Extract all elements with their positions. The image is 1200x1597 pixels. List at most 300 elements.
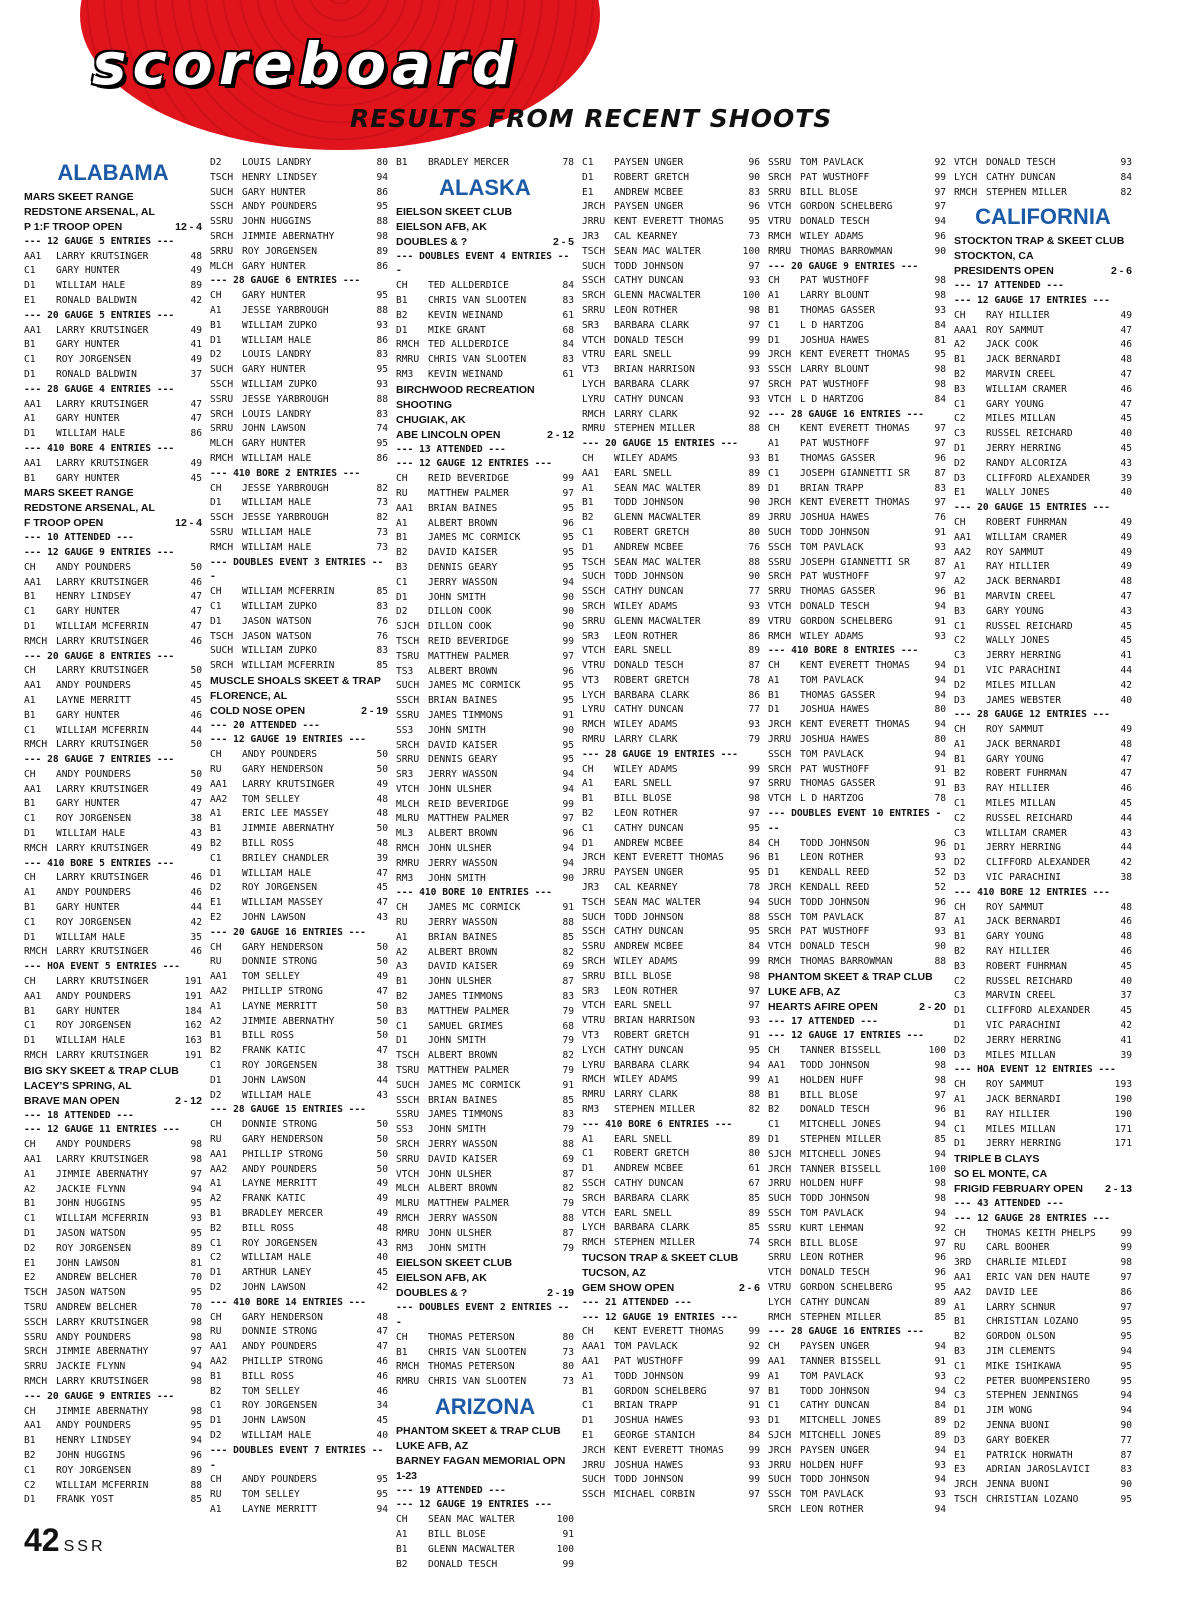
result-score: 49 (1120, 516, 1132, 528)
result-row (24, 768, 202, 783)
shooter-name: LARRY KRUTSINGER (56, 976, 149, 988)
result-class: A1 (768, 1074, 780, 1086)
result-class: AAA1 (954, 324, 978, 336)
result-score: 49 (376, 1193, 388, 1205)
shooter-name: DAVID LEE (986, 1286, 1038, 1298)
result-score: 45 (376, 882, 388, 894)
result-row (954, 649, 1132, 664)
shooter-name: KENDALL REED (800, 882, 870, 894)
result-score: 97 (934, 438, 946, 450)
result-class: B1 (954, 753, 966, 765)
result-score: 95 (748, 1044, 760, 1056)
result-score: 79 (562, 1198, 574, 1210)
event-name: FRIGID FEBRUARY OPEN (954, 1183, 1083, 1196)
result-row (582, 1014, 760, 1029)
result-class: D2 (954, 679, 966, 691)
result-row (954, 412, 1132, 427)
shooter-name: BRIAN BAINES (428, 931, 498, 943)
result-row (768, 1473, 946, 1488)
shooter-name: EARL SNELL (614, 778, 672, 790)
result-class: RU (210, 764, 222, 776)
result-score: 98 (934, 364, 946, 376)
result-class: AA1 (24, 1154, 42, 1166)
result-class: SSCH (768, 541, 792, 553)
result-class: LYCH (582, 689, 606, 701)
result-class: SRCH (582, 1192, 606, 1204)
result-row (768, 1177, 946, 1192)
result-class: TSRU (396, 650, 420, 662)
shooter-name: THOMAS PETERSON (428, 1361, 515, 1373)
result-class: D1 (954, 1405, 966, 1417)
result-row (582, 1399, 760, 1414)
result-score: 73 (376, 526, 388, 538)
result-class: A1 (210, 304, 222, 316)
club-line: MUSCLE SHOALS SKEET & TRAP (210, 674, 381, 687)
result-score: 46 (190, 635, 202, 647)
result-score: 184 (184, 1005, 202, 1017)
result-score: 94 (376, 1503, 388, 1515)
section-heading: --- 17 ATTENDED --- (768, 1015, 878, 1027)
result-row (768, 1222, 946, 1237)
event-name: P 1:F TROOP OPEN (24, 221, 123, 233)
result-score: 48 (190, 250, 202, 262)
result-class: SRCH (768, 1503, 792, 1515)
club-line: LUKE AFB, AZ (768, 985, 841, 998)
shooter-name: MILES MILLAN (986, 1123, 1056, 1135)
result-row (396, 975, 574, 990)
result-score: 45 (190, 694, 202, 706)
result-score: 91 (748, 1030, 760, 1042)
shooter-name: WILEY ADAMS (614, 452, 678, 464)
result-score: 43 (1120, 457, 1132, 469)
result-row (582, 1177, 760, 1192)
result-score: 97 (748, 1000, 760, 1012)
result-class: B3 (396, 561, 408, 573)
result-row (582, 348, 760, 363)
shooter-name: JASON WATSON (242, 630, 312, 642)
result-class: VTRU (768, 216, 792, 228)
result-score: 98 (1120, 1257, 1132, 1269)
section-heading: --- 410 BORE 12 ENTRIES --- (954, 886, 1110, 898)
result-row (768, 556, 946, 571)
shooter-name: ALBERT BROWN (428, 946, 498, 958)
result-row (582, 955, 760, 970)
shooter-name: GARY HUNTER (56, 265, 120, 277)
result-row (768, 659, 946, 674)
result-class: C3 (954, 650, 966, 662)
result-score: 95 (376, 364, 388, 376)
section-heading: --- 410 BORE 10 ENTRIES --- (396, 887, 552, 899)
result-score: 47 (190, 798, 202, 810)
result-row (210, 852, 388, 867)
result-row (768, 1133, 946, 1148)
shooter-name: JACK BERNARDI (986, 576, 1062, 588)
result-score: 171 (1114, 1138, 1132, 1150)
result-score: 70 (190, 1301, 202, 1313)
shooter-name: TOM PAVLACK (800, 748, 864, 760)
result-class: A1 (210, 1000, 222, 1012)
result-row (954, 782, 1132, 797)
result-score: 69 (562, 961, 574, 973)
result-class: CH (768, 660, 780, 672)
result-class: RMRU (582, 1089, 606, 1101)
result-row (582, 659, 760, 674)
result-class: AA1 (210, 971, 228, 983)
result-score: 49 (1120, 309, 1132, 321)
result-score: 93 (190, 1213, 202, 1225)
result-score: 94 (190, 1361, 202, 1373)
result-class: D1 (768, 334, 780, 346)
result-row (768, 1089, 946, 1104)
shooter-name: GARY HUNTER (242, 260, 306, 272)
result-score: 82 (1120, 186, 1132, 198)
result-score: 47 (376, 986, 388, 998)
result-row (24, 457, 202, 472)
shooter-name: ANDREW MCBEE (614, 1163, 684, 1175)
result-score: 40 (376, 1429, 388, 1441)
result-score: 73 (748, 230, 760, 242)
result-score: 89 (376, 245, 388, 257)
result-class: ML3 (396, 828, 414, 840)
result-score: 73 (562, 1376, 574, 1388)
result-class: C1 (582, 822, 594, 834)
result-row (768, 748, 946, 763)
result-row (396, 576, 574, 591)
result-class: VTRU (768, 1281, 792, 1293)
result-class: SSRU (582, 941, 606, 953)
result-score: 90 (562, 621, 574, 633)
result-class: SRRU (396, 1153, 420, 1165)
result-class: SSCH (210, 201, 234, 213)
result-score: 83 (376, 349, 388, 361)
result-row (768, 1237, 946, 1252)
result-row (396, 353, 574, 368)
result-row (582, 911, 760, 926)
result-score: 98 (934, 1060, 946, 1072)
event-date: 2 - 13 (1105, 1183, 1132, 1196)
shooter-name: TODD JOHNSON (800, 1060, 870, 1072)
shooter-name: CAL KEARNEY (614, 882, 678, 894)
result-class: B2 (396, 1558, 408, 1570)
result-row (582, 393, 760, 408)
result-row (24, 635, 202, 650)
result-score: 82 (562, 946, 574, 958)
result-class: RMCH (24, 946, 48, 958)
result-row (582, 319, 760, 334)
result-class: SSCH (768, 911, 792, 923)
result-class: C2 (210, 1252, 222, 1264)
result-score: 48 (376, 808, 388, 820)
result-class: CH (24, 665, 36, 677)
shooter-name: CATHY DUNCAN (614, 822, 684, 834)
result-score: 99 (562, 798, 574, 810)
result-row (954, 531, 1132, 546)
result-score: 95 (376, 290, 388, 302)
result-class: JRRU (582, 867, 606, 879)
shooter-name: BILL BLOSE (800, 186, 858, 198)
result-score: 81 (934, 334, 946, 346)
result-row (210, 1503, 388, 1518)
result-class: TSCH (210, 630, 234, 642)
shooter-name: LEON ROTHER (800, 852, 864, 864)
shooter-name: JACK BERNARDI (986, 354, 1062, 366)
shooter-name: PAYSEN UNGER (614, 201, 684, 213)
shooter-name: JESSE YARBROUGH (242, 393, 329, 405)
shooter-name: ROBERT FUHRMAN (986, 768, 1067, 780)
result-score: 95 (1120, 1316, 1132, 1328)
result-score: 49 (190, 783, 202, 795)
shooter-name: THOMAS GASSER (800, 586, 876, 598)
result-class: B1 (582, 497, 594, 509)
result-row (768, 304, 946, 319)
result-class: VTCH (396, 783, 420, 795)
result-row (768, 703, 946, 718)
shooter-name: JACKIE FLYNN (56, 1183, 126, 1195)
result-class: SUCH (210, 645, 234, 657)
result-row (954, 797, 1132, 812)
result-score: 70 (190, 1272, 202, 1284)
result-class: D1 (24, 828, 36, 840)
club-line: STOCKTON TRAP & SKEET CLUB (954, 235, 1125, 248)
shooter-name: TANNER BISSELL (800, 1045, 881, 1057)
shooter-name: MATTHEW PALMER (428, 813, 509, 825)
result-row (954, 1463, 1132, 1478)
result-row (210, 1473, 388, 1488)
result-row (954, 930, 1132, 945)
result-score: 99 (562, 473, 574, 485)
result-row (954, 1419, 1132, 1434)
shooter-name: KENT EVERETT THOMAS (800, 719, 910, 731)
result-row (210, 778, 388, 793)
result-score: 49 (376, 1207, 388, 1219)
result-row (210, 245, 388, 260)
shooter-name: JOHN LAWSON (242, 423, 306, 435)
shooter-name: MITCHELL JONES (800, 1148, 881, 1160)
result-row (24, 1049, 202, 1064)
magazine-name: SSR (63, 1538, 106, 1555)
result-class: AA1 (210, 778, 228, 790)
result-class: B1 (210, 1370, 222, 1382)
shooter-name: VIC PARACHINI (986, 1020, 1062, 1032)
result-class: D2 (210, 349, 222, 361)
result-score: 97 (190, 1168, 202, 1180)
result-score: 89 (190, 280, 202, 292)
shooter-name: WILEY ADAMS (800, 230, 864, 242)
shooter-name: GARY YOUNG (986, 398, 1044, 410)
result-class: D3 (954, 472, 966, 484)
result-row (582, 1488, 760, 1503)
result-score: 91 (934, 526, 946, 538)
result-row (582, 896, 760, 911)
result-row (24, 886, 202, 901)
result-row (24, 1271, 202, 1286)
result-score: 96 (748, 201, 760, 213)
result-row (396, 309, 574, 324)
result-row (210, 526, 388, 541)
result-score: 88 (376, 216, 388, 228)
shooter-name: MATTHEW PALMER (428, 650, 509, 662)
result-row (768, 940, 946, 955)
result-score: 47 (1120, 590, 1132, 602)
result-score: 90 (748, 497, 760, 509)
result-class: SS3 (396, 724, 414, 736)
shooter-name: JOHN SMITH (428, 872, 486, 884)
section-heading: --- DOUBLES EVENT 3 ENTRIES --- (210, 556, 384, 583)
shooter-name: WILLIAM HALE (56, 428, 126, 440)
shooter-name: HENRY LINDSEY (242, 171, 318, 183)
result-class: SRRU (768, 1252, 792, 1264)
result-row (954, 767, 1132, 782)
result-class: D1 (24, 620, 36, 632)
result-class: D2 (954, 1034, 966, 1046)
result-row (210, 1148, 388, 1163)
result-score: 100 (742, 245, 760, 257)
shooter-name: WILEY ADAMS (800, 630, 864, 642)
result-class: B1 (582, 793, 594, 805)
result-class: B1 (210, 1207, 222, 1219)
shooter-name: THOMAS KEITH PHELPS (986, 1227, 1096, 1239)
result-score: 90 (1120, 1419, 1132, 1431)
result-class: C1 (210, 600, 222, 612)
result-class: B1 (396, 294, 408, 306)
result-class: SR3 (582, 985, 600, 997)
result-score: 94 (190, 1183, 202, 1195)
result-class: A2 (954, 339, 966, 351)
section-heading: --- 17 ATTENDED --- (954, 280, 1064, 292)
result-score: 190 (1114, 1108, 1132, 1120)
result-class: B1 (24, 472, 36, 484)
result-score: 79 (562, 1035, 574, 1047)
result-row (582, 1029, 760, 1044)
shooter-name: PAT WUSTHOFF (800, 275, 870, 287)
result-class: B1 (210, 1030, 222, 1042)
shooter-name: JERRY WASSON (428, 1213, 498, 1224)
result-row (768, 526, 946, 541)
result-row (210, 837, 388, 852)
result-class: B2 (210, 1045, 222, 1057)
result-row (954, 664, 1132, 679)
result-class: D1 (768, 1415, 780, 1427)
shooter-name: WILLIAM HALE (242, 867, 312, 879)
result-class: C1 (582, 1400, 594, 1412)
result-class: RMCH (396, 843, 420, 855)
result-row (24, 724, 202, 739)
result-score: 84 (934, 393, 946, 405)
result-row (24, 1286, 202, 1301)
shooter-name: DONALD TESCH (800, 941, 870, 953)
shooter-name: PATRICK HORWATH (986, 1449, 1073, 1461)
shooter-name: GARY HENDERSON (242, 1311, 323, 1323)
shooter-name: KURT LEHMAN (800, 1222, 864, 1234)
shooter-name: TOM PAVLACK (800, 1207, 864, 1219)
shooter-name: LEON ROTHER (800, 1252, 864, 1264)
result-score: 50 (376, 1000, 388, 1012)
shooter-name: TOM PAVLACK (800, 1370, 864, 1382)
result-score: 74 (748, 1237, 760, 1249)
result-row (210, 807, 388, 822)
shooter-name: JERRY WASSON (428, 769, 498, 781)
result-score: 95 (748, 926, 760, 938)
event-date: 2 - 19 (361, 704, 388, 717)
result-row (768, 600, 946, 615)
shooter-name: LAYNE MERRITT (56, 694, 132, 706)
shooter-name: GARY YOUNG (986, 931, 1044, 943)
section-heading: --- 21 ATTENDED --- (582, 1296, 692, 1308)
club-line: MARS SKEET RANGE (24, 487, 134, 500)
result-class: CH (210, 482, 222, 494)
state-heading: CALIFORNIA (975, 204, 1111, 230)
result-score: 99 (1120, 1242, 1132, 1254)
result-class: SRCH (768, 926, 792, 938)
result-row (24, 1301, 202, 1316)
shooter-name: TODD JOHNSON (800, 1474, 870, 1486)
result-score: 94 (934, 1444, 946, 1456)
result-class: CH (954, 1079, 966, 1091)
result-score: 45 (1120, 635, 1132, 647)
result-row (210, 171, 388, 186)
shooter-name: ROY JORGENSEN (56, 354, 132, 366)
result-row (210, 644, 388, 659)
result-score: 50 (376, 941, 388, 953)
event-line (396, 235, 574, 250)
shooter-name: ROY SAMMUT (986, 1079, 1044, 1091)
result-score: 95 (934, 349, 946, 361)
shooter-name: FRANK KATIC (242, 1045, 306, 1057)
result-score: 95 (562, 547, 574, 559)
result-score: 163 (184, 1035, 202, 1047)
shooter-name: THOMAS BARROWMAN (800, 245, 893, 257)
result-row (210, 881, 388, 896)
result-class: B1 (24, 591, 36, 603)
shooter-name: ANDREW BELCHER (56, 1301, 137, 1313)
result-class: AA1 (24, 680, 42, 692)
shooter-name: BRIAN HARRISON (614, 364, 695, 376)
result-class: RM3 (396, 1242, 414, 1254)
result-class: VT3 (582, 674, 600, 686)
result-row (24, 842, 202, 857)
section-heading: --- 12 GAUGE 5 ENTRIES --- (24, 235, 175, 247)
shooter-name: JERRY WASSON (428, 1139, 498, 1151)
result-class: D2 (210, 157, 222, 168)
shooter-name: WILLIAM CRAMER (986, 827, 1067, 839)
result-class: A3 (396, 961, 408, 973)
result-score: 47 (1120, 368, 1132, 380)
shooter-name: LARRY KRUTSINGER (56, 872, 149, 884)
shooter-name: TED ALLDERDICE (428, 339, 509, 351)
shooter-name: TOM SELLEY (242, 971, 300, 983)
result-row (24, 1212, 202, 1227)
result-score: 95 (934, 1281, 946, 1293)
result-row (954, 1123, 1132, 1138)
result-score: 97 (562, 487, 574, 499)
result-row (210, 615, 388, 630)
result-row (396, 694, 574, 709)
shooter-name: TODD JOHNSON (614, 1370, 684, 1382)
result-row (582, 1370, 760, 1385)
result-class: A2 (396, 946, 408, 958)
result-class: B1 (24, 798, 36, 810)
results-column (396, 156, 574, 1570)
shooter-name: STEPHEN MILLER (614, 1237, 695, 1249)
event-line (768, 1000, 946, 1015)
result-score: 44 (1120, 842, 1132, 854)
state-heading: ALASKA (439, 174, 531, 200)
result-score: 90 (562, 724, 574, 736)
result-class: RMCH (396, 339, 420, 351)
shooter-name: SEAN MAC WALTER (614, 245, 701, 257)
result-class: A1 (954, 916, 966, 928)
result-score: 83 (376, 408, 388, 420)
